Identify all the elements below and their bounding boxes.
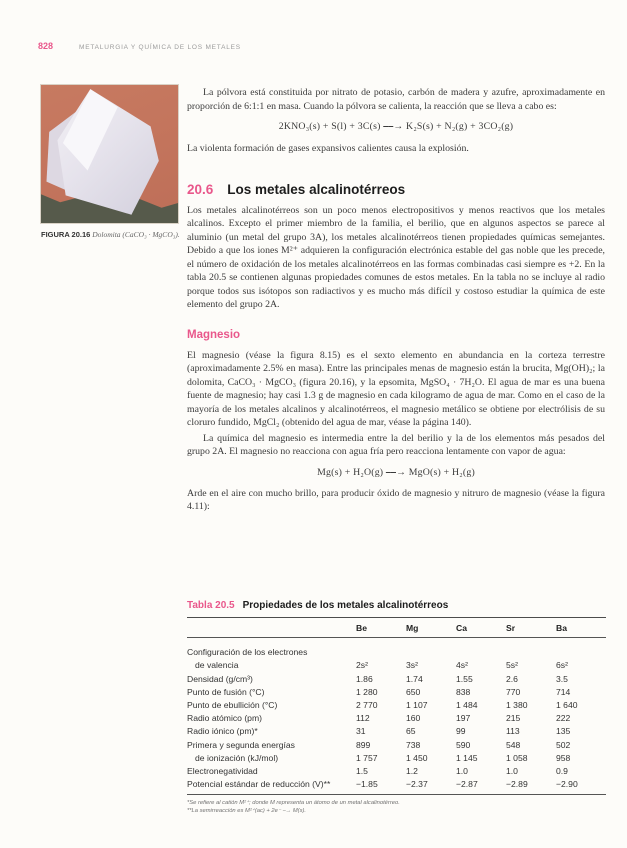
row-value: 3.5 [556,673,568,684]
table-footnote-2: **La semirreacción es M²⁺(ac) + 2e⁻ ⎯→ M(s). [187,808,307,815]
row-value: 65 [406,726,416,737]
row-value: 31 [356,726,366,737]
row-value: 135 [556,726,571,737]
row-value: 1 450 [406,752,428,763]
row-value: 1.55 [456,673,473,684]
page-number: 828 [38,41,54,51]
page-header [38,36,578,54]
row-value: 4s² [456,660,468,671]
row-label: Configuración de los electrones [187,647,308,658]
row-label: de ionización (kJ/mol) [195,752,279,763]
column-header-ba: Ba [556,623,567,633]
row-value: 2.6 [506,673,518,684]
dolomite-photo [41,85,178,223]
table-row [187,710,606,723]
paragraph-alkaline-earth: Los metales alcalinotérreos son un poco menos electropositivos y menos reactivos que los metales alcalinos. Excepto el primer miembro de la familia, el berilio, que en algunos aspectos se parece al aluminio (un metal del grupo 3A), los metales alcalinotérreos tienen propiedades químicas semejantes. Debido a que los iones M²⁺ adquieren la configuración electrónica estable del gas noble que les precede, el número de oxidación de los metales alcalinotérreos en las formas combinadas casi siempre es +2. En la tabla 20.5 se contienen algunas propiedades comunes de estos metales. En la tabla no se incluye al radio porque todos sus isótopos son radiactivos y es mucho más difícil y costoso estudiar la química de este elemento del grupo 2A. [187,204,605,310]
row-label: Radio atómico (pm) [187,713,262,724]
running-head: METALURGIA Y QUÍMICA DE LOS METALES [79,44,241,51]
table-row [187,644,606,657]
table-row [187,697,606,710]
row-value: 0.9 [556,765,568,776]
table-row [187,736,606,749]
table-body [187,638,606,789]
row-value: 714 [556,686,571,697]
table-row [187,723,606,736]
equation-gunpowder: 2KNO₃(s) + S(l) + 3C(s) ⎯⎯→ K₂S(s) + N₂(g) + 3CO₂(g) [278,121,514,132]
table-row [187,763,606,776]
column-header-ca: Ca [456,623,467,633]
row-value: 590 [456,739,471,750]
row-value: −2.90 [556,779,578,790]
table-title: Propiedades de los metales alcalinotérreos [242,600,449,611]
row-label: Radio iónico (pm)* [187,726,258,737]
row-value: 958 [556,752,571,763]
row-value: 2s² [356,660,368,671]
main-text-column [187,86,605,514]
row-label: de valencia [195,660,239,671]
row-value: 1 757 [356,752,378,763]
row-value: 160 [406,713,421,724]
paragraph-magnesio-2: La química del magnesio es intermedia entre la del berilio y la de los elementos más pesados del grupo 2A. El magnesio no reacciona con agua fría pero reacciona lentamente con vapor de agua: [187,432,605,457]
row-value: −2.89 [506,779,528,790]
table-row [187,750,606,763]
equation-magnesio: Mg(s) + H₂O(g) ⎯⎯→ MgO(s) + H₂(g) [317,466,475,478]
row-value: 5s² [506,660,518,671]
row-value: 838 [456,686,471,697]
row-value: 1 145 [456,752,478,763]
figure-caption [41,230,181,240]
row-value: 6s² [556,660,568,671]
row-label: Primera y segunda energías [187,739,295,750]
table-row [187,684,606,697]
paragraph-magnesio-3: Arde en el aire con mucho brillo, para producir óxido de magnesio y nitruro de magnesio (véase la figura 4.11): [187,487,605,512]
row-label: Electronegatividad [187,765,258,776]
row-value: 1.74 [406,673,423,684]
row-value: 738 [406,739,421,750]
row-value: 899 [356,739,371,750]
row-value: −2.87 [456,779,478,790]
table-footnotes [187,799,606,815]
row-value: 1.0 [456,765,468,776]
row-value: 197 [456,713,471,724]
subsection-heading-magnesio: Magnesio [187,328,241,341]
row-value: 548 [506,739,521,750]
row-value: 1 380 [506,699,528,710]
row-label: Punto de ebullición (°C) [187,699,278,710]
table-header-row [187,618,606,638]
row-value: 1.5 [356,765,368,776]
figure-block [41,85,181,240]
row-value: 1.0 [506,765,518,776]
row-value: 1 058 [506,752,528,763]
table-title-row [187,600,606,611]
table-row [187,657,606,670]
paragraph-magnesio-1: El magnesio (véase la figura 8.15) es el sexto elemento en abundancia en la corteza terrestre (aproximadamente 2.5% en masa). Entre las principales menas de magnesio están la brucita, Mg(OH)₂; la dolomita, CaCO₃ · MgCO₃ (figura 20.16), y la epsomita, MgSO₄ · 7H₂O. El agua de mar es una buena fuente de magnesio; hay casi 1.3 g de magnesio en cada kilogramo de agua de mar. Como en el caso de la mayoría de los metales alcalinos y alcalinotérreos, el magnesio metálico se obtiene por electrólisis de su cloruro fundido, MgCl₂ (obtenido del agua de mar, véase la página 140). [187,349,605,428]
row-value: 1 280 [356,686,378,697]
column-header-mg: Mg [406,623,419,633]
section-heading [187,182,605,197]
row-value: 113 [506,726,520,737]
row-value: 1.2 [406,765,418,776]
row-value: 1 107 [406,699,428,710]
row-value: 215 [506,713,521,724]
row-value: 3s² [406,660,418,671]
row-label: Densidad (g/cm³) [187,673,253,684]
row-value: 650 [406,686,421,697]
row-value: 502 [556,739,571,750]
figure-label: FIGURA 20.16 [41,230,91,239]
table-row [187,776,606,789]
section-title: Los metales alcalinotérreos [227,181,406,197]
row-label: Punto de fusión (°C) [187,686,265,697]
row-value: 1.86 [356,673,373,684]
row-value: 1 640 [556,699,578,710]
table-footnote-1: *Se refiere al catión M²⁺; donde M representa un átomo de un metal alcalinotérreo. [187,800,400,807]
section-number: 20.6 [187,181,214,197]
row-value: 99 [456,726,466,737]
paragraph-gunpowder: La pólvora está constituida por nitrato de potasio, carbón de madera y azufre, aproximadamente en proporción de 6:1:1 en masa. Cuando la pólvora se calienta, la reacción que se lleva a cabo es: [187,87,605,112]
table-grid [187,618,606,815]
row-label: Potencial estándar de reducción (V)** [187,779,331,790]
row-value: 222 [556,713,571,724]
row-value: 2 770 [356,699,378,710]
table-20-5 [187,600,606,815]
table-row [187,670,606,683]
column-header-be: Be [356,623,367,633]
table-label: Tabla 20.5 [187,600,235,611]
figure-caption-text: Dolomita (CaCO₃ · MgCO₃). [92,230,180,239]
row-value: 770 [506,686,521,697]
table-bottom-rule [187,794,606,795]
row-value: 112 [356,713,370,724]
row-value: −1.85 [356,779,378,790]
column-header-sr: Sr [506,623,516,633]
row-value: −2.37 [406,779,428,790]
paragraph-explosion: La violenta formación de gases expansivos calientes causa la explosión. [187,143,469,154]
row-value: 1 484 [456,699,478,710]
